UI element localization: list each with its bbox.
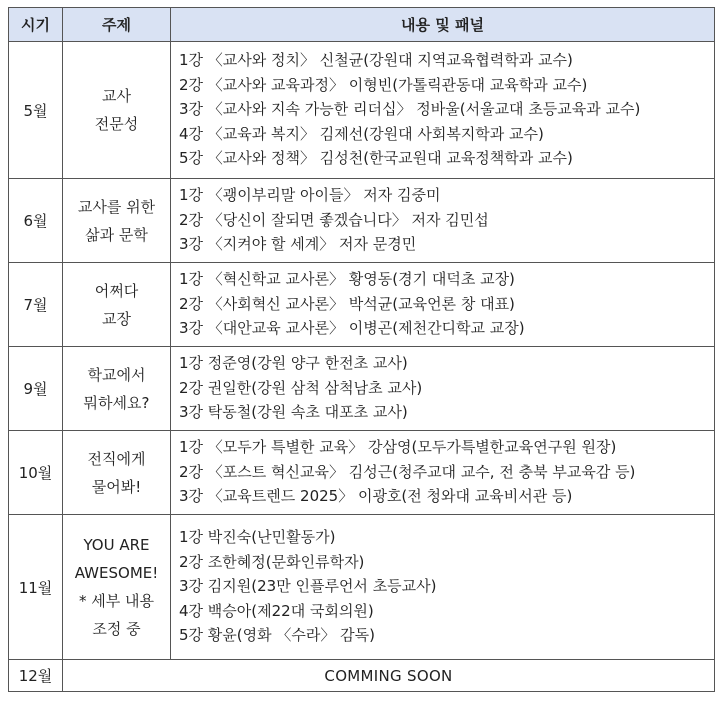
content-cell [171,515,715,660]
topic-line: 물어봐! [91,477,142,496]
session-line: 3강 〈교사와 지속 가능한 리더십〉 정바울(서울교대 초등교육과 교수) [179,100,641,119]
topic-line: * 세부 내용 [79,592,154,610]
month-cell: 12월 [9,660,63,692]
content-cell [171,347,715,431]
session-line: 3강 〈교육트렌드 2025〉 이광호(전 청와대 교육비서관 등) [179,487,573,506]
session-line: 1강 〈모두가 특별한 교육〉 강삼영(모두가특별한교육연구원 원장) [179,438,617,457]
session-line: 4강 백승아(제22대 국회의원) [179,601,374,620]
content-cell [171,263,715,347]
header-topic: 주제 [63,8,171,42]
table-row [9,179,715,263]
content-cell [171,42,715,179]
month-cell: 5월 [9,42,63,179]
session-line: 4강 〈교육과 복지〉 김제선(강원대 사회복지학과 교수) [179,124,544,143]
topic-cell [63,263,171,347]
table-row-december [9,660,715,692]
session-line: 2강 〈사회혁신 교사론〉 박석균(교육언론 창 대표) [179,294,515,313]
coming-soon-cell: COMMING SOON [63,660,715,692]
session-line: 1강 〈혁신학교 교사론〉 황영동(경기 대덕초 교장) [179,270,515,289]
session-line: 3강 〈지켜야 할 세계〉 저자 문경민 [179,235,417,254]
topic-line: 전문성 [94,115,139,133]
session-line: 2강 〈당신이 잘되면 좋겠습니다〉 저자 김민섭 [179,210,489,229]
session-line: 2강 조한혜정(문화인류학자) [179,552,365,571]
session-line: 2강 권일한(강원 삼척 삼척남초 교사) [179,378,423,397]
month-cell: 9월 [9,347,63,431]
session-line: 5강 황윤(영화 〈수라〉 감독) [179,626,375,645]
topic-line: YOU ARE [83,536,150,554]
topic-cell [63,179,171,263]
table-row [9,347,715,431]
topic-line: 교장 [102,309,131,328]
session-line: 3강 〈대안교육 교사론〉 이병곤(제천간디학교 교장) [179,319,525,338]
topic-line: 어쩌다 [94,281,139,300]
month-cell: 10월 [9,431,63,515]
table-row [9,263,715,347]
session-line: 2강 〈포스트 혁신교육〉 김성근(청주교대 교수, 전 충북 부교육감 등) [179,462,636,481]
header-period: 시기 [9,8,63,42]
session-line: 1강 〈교사와 정치〉 신철균(강원대 지역교육협력학과 교수) [179,51,573,70]
header-content: 내용 및 패널 [171,8,715,42]
topic-cell [63,347,171,431]
table-row [9,42,715,179]
session-line: 2강 〈교사와 교육과정〉 이형빈(가톨릭관동대 교육학과 교수) [179,75,588,94]
month-cell: 6월 [9,179,63,263]
session-line: 1강 〈괭이부리말 아이들〉 저자 김중미 [179,186,441,205]
schedule-table [8,7,715,692]
content-cell [171,431,715,515]
topic-cell [63,42,171,179]
session-line: 5강 〈교사와 정책〉 김성천(한국교원대 교육정책학과 교수) [179,149,573,168]
topic-line: 뭐하세요? [83,393,150,412]
topic-line: 교사를 위한 [77,197,156,216]
topic-line: 전직에게 [87,449,146,468]
topic-line: 조정 중 [92,620,141,638]
topic-line: 교사 [102,87,131,105]
topic-line: AWESOME! [74,564,159,582]
session-line: 1강 박진숙(난민활동가) [179,528,336,547]
header-row [9,8,715,42]
topic-line: 삶과 문학 [85,225,148,244]
topic-line: 학교에서 [87,365,146,384]
content-cell [171,179,715,263]
month-cell: 11월 [9,515,63,660]
session-line: 3강 탁동철(강원 속초 대포초 교사) [179,403,408,422]
session-line: 3강 김지원(23만 인플루언서 초등교사) [179,577,437,596]
table-row [9,431,715,515]
topic-cell [63,431,171,515]
session-line: 1강 정준영(강원 양구 한전초 교사) [179,354,408,373]
topic-cell [63,515,171,660]
month-cell: 7월 [9,263,63,347]
table-row [9,515,715,660]
